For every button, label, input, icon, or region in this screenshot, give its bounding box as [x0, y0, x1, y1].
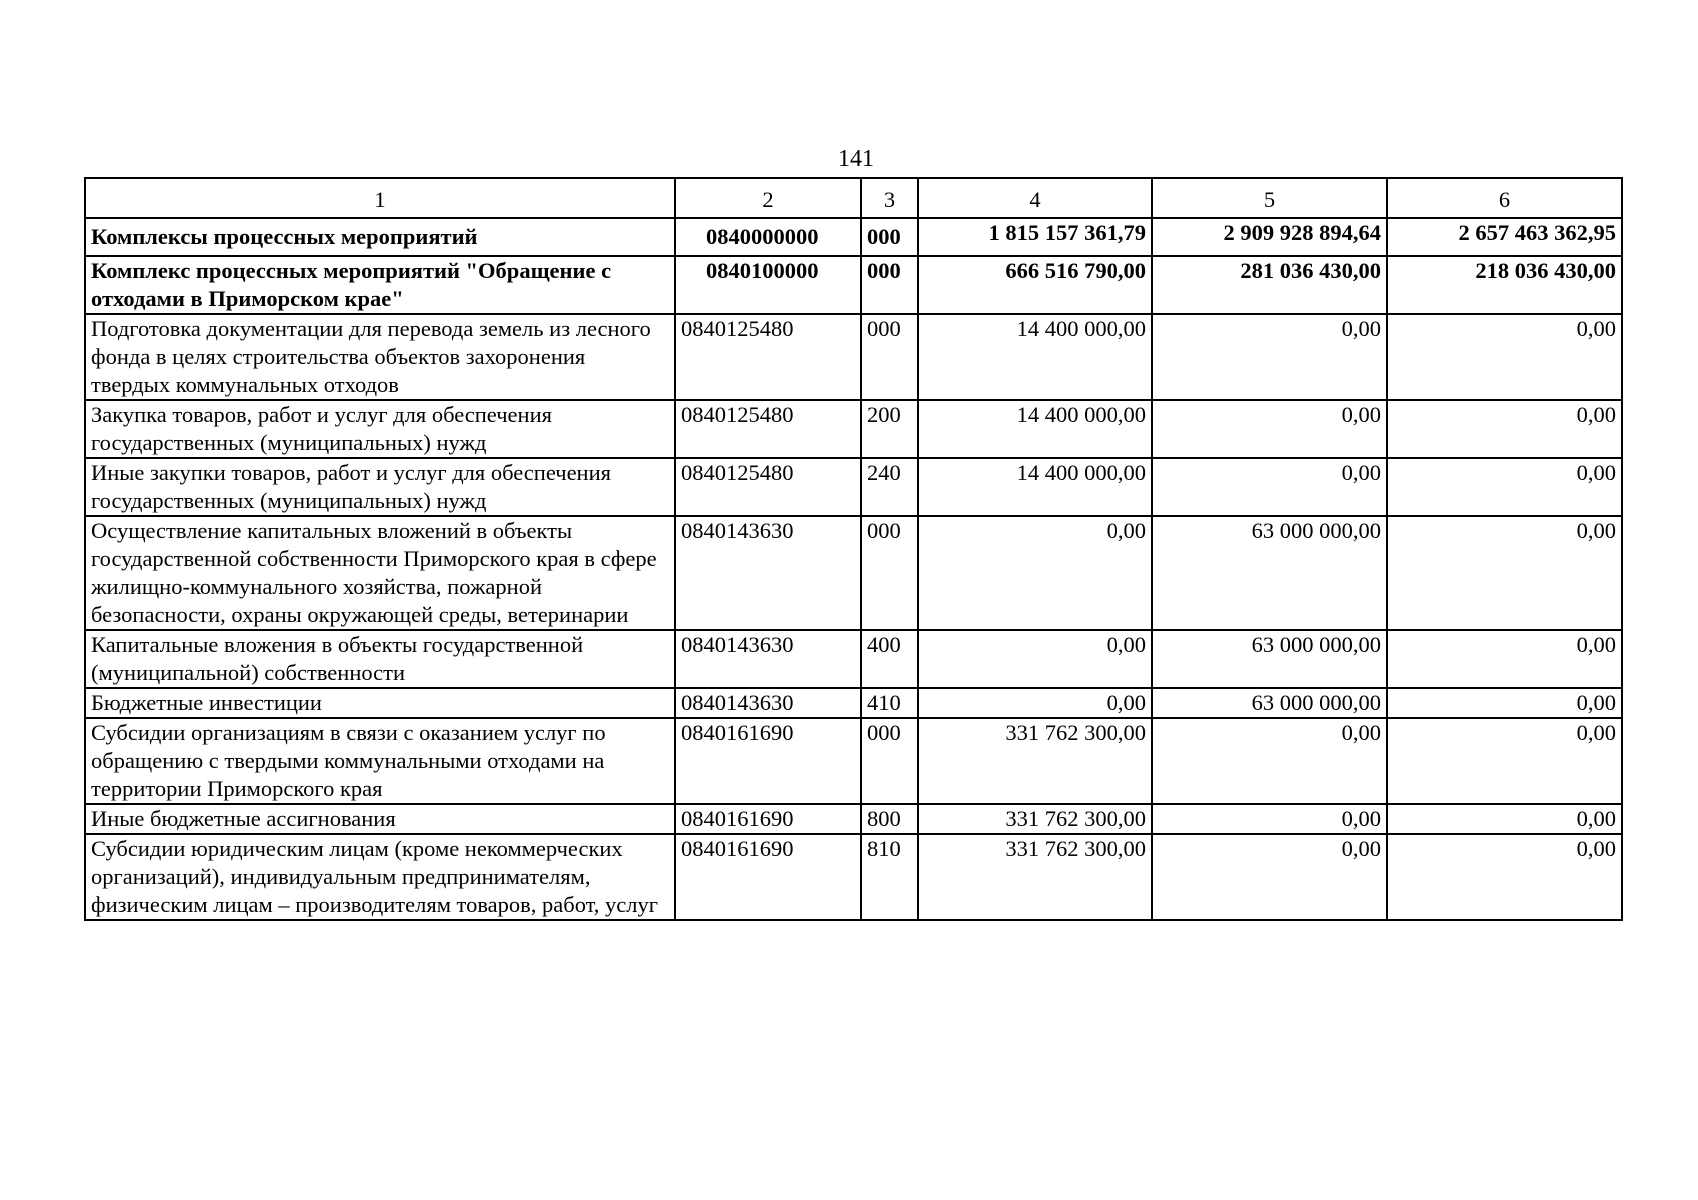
column-header: 4 [918, 178, 1152, 218]
row-code: 0840143630 [675, 516, 861, 630]
row-name: Подготовка документации для перевода земель из лесного фонда в целях строительства объектов захоронения твердых коммунальных отходов [85, 314, 675, 400]
table-row [85, 516, 1622, 630]
column-header: 2 [675, 178, 861, 218]
row-name: Осуществление капитальных вложений в объекты государственной собственности Приморского края в сфере жилищно-коммунального хозяйства, пожарной безопасности, охраны окружающей среды, ветеринарии [85, 516, 675, 630]
row-type: 000 [861, 314, 918, 400]
table-row [85, 804, 1622, 834]
row-amount-5: 2 909 928 894,64 [1152, 218, 1387, 256]
row-type: 240 [861, 458, 918, 516]
row-type: 800 [861, 804, 918, 834]
row-amount-6: 0,00 [1387, 400, 1622, 458]
column-header: 1 [85, 178, 675, 218]
row-amount-5: 0,00 [1152, 458, 1387, 516]
column-header: 3 [861, 178, 918, 218]
row-amount-5: 0,00 [1152, 718, 1387, 804]
row-type: 200 [861, 400, 918, 458]
row-code: 0840000000 [675, 218, 861, 256]
row-amount-4: 0,00 [918, 688, 1152, 718]
row-name: Субсидии организациям в связи с оказанием услуг по обращению с твердыми коммунальными отходами на территории Приморского края [85, 718, 675, 804]
row-amount-6: 0,00 [1387, 314, 1622, 400]
row-code: 0840125480 [675, 458, 861, 516]
row-amount-4: 14 400 000,00 [918, 314, 1152, 400]
row-amount-6: 218 036 430,00 [1387, 256, 1622, 314]
page-number: 141 [838, 146, 874, 172]
row-amount-5: 63 000 000,00 [1152, 516, 1387, 630]
row-type: 400 [861, 630, 918, 688]
row-amount-6: 0,00 [1387, 834, 1622, 920]
row-amount-5: 0,00 [1152, 400, 1387, 458]
row-amount-5: 0,00 [1152, 314, 1387, 400]
row-amount-4: 14 400 000,00 [918, 458, 1152, 516]
row-amount-4: 0,00 [918, 630, 1152, 688]
row-type: 000 [861, 218, 918, 256]
row-amount-6: 0,00 [1387, 458, 1622, 516]
row-code: 0840161690 [675, 718, 861, 804]
row-amount-5: 281 036 430,00 [1152, 256, 1387, 314]
budget-table [84, 177, 1623, 921]
row-name: Комплекс процессных мероприятий "Обращение с отходами в Приморском крае" [85, 256, 675, 314]
row-amount-4: 666 516 790,00 [918, 256, 1152, 314]
column-header: 6 [1387, 178, 1622, 218]
table-row [85, 458, 1622, 516]
table-row [85, 718, 1622, 804]
table-header-row [85, 178, 1622, 218]
table-row [85, 256, 1622, 314]
row-name: Иные бюджетные ассигнования [85, 804, 675, 834]
table-row [85, 218, 1622, 256]
table-row [85, 314, 1622, 400]
row-code: 0840125480 [675, 314, 861, 400]
row-code: 0840143630 [675, 630, 861, 688]
row-type: 410 [861, 688, 918, 718]
row-amount-6: 0,00 [1387, 516, 1622, 630]
row-code: 0840100000 [675, 256, 861, 314]
row-amount-6: 0,00 [1387, 804, 1622, 834]
row-name: Комплексы процессных мероприятий [85, 218, 675, 256]
row-amount-5: 0,00 [1152, 834, 1387, 920]
row-amount-6: 2 657 463 362,95 [1387, 218, 1622, 256]
row-amount-5: 63 000 000,00 [1152, 688, 1387, 718]
table-row [85, 630, 1622, 688]
row-amount-5: 63 000 000,00 [1152, 630, 1387, 688]
row-name: Капитальные вложения в объекты государственной (муниципальной) собственности [85, 630, 675, 688]
row-amount-5: 0,00 [1152, 804, 1387, 834]
table-row [85, 834, 1622, 920]
table-row [85, 688, 1622, 718]
row-code: 0840161690 [675, 804, 861, 834]
row-name: Закупка товаров, работ и услуг для обеспечения государственных (муниципальных) нужд [85, 400, 675, 458]
row-amount-4: 14 400 000,00 [918, 400, 1152, 458]
row-amount-4: 0,00 [918, 516, 1152, 630]
row-amount-4: 331 762 300,00 [918, 834, 1152, 920]
row-name: Иные закупки товаров, работ и услуг для обеспечения государственных (муниципальных) нужд [85, 458, 675, 516]
row-code: 0840143630 [675, 688, 861, 718]
row-amount-4: 1 815 157 361,79 [918, 218, 1152, 256]
row-amount-4: 331 762 300,00 [918, 804, 1152, 834]
row-amount-6: 0,00 [1387, 630, 1622, 688]
row-amount-6: 0,00 [1387, 718, 1622, 804]
column-header: 5 [1152, 178, 1387, 218]
row-code: 0840125480 [675, 400, 861, 458]
row-code: 0840161690 [675, 834, 861, 920]
row-type: 000 [861, 256, 918, 314]
row-type: 000 [861, 516, 918, 630]
row-amount-4: 331 762 300,00 [918, 718, 1152, 804]
table-row [85, 400, 1622, 458]
row-name: Субсидии юридическим лицам (кроме некоммерческих организаций), индивидуальным предпринимателям, физическим лицам – производителям товаров, работ, услуг [85, 834, 675, 920]
row-name: Бюджетные инвестиции [85, 688, 675, 718]
row-amount-6: 0,00 [1387, 688, 1622, 718]
row-type: 000 [861, 718, 918, 804]
row-type: 810 [861, 834, 918, 920]
